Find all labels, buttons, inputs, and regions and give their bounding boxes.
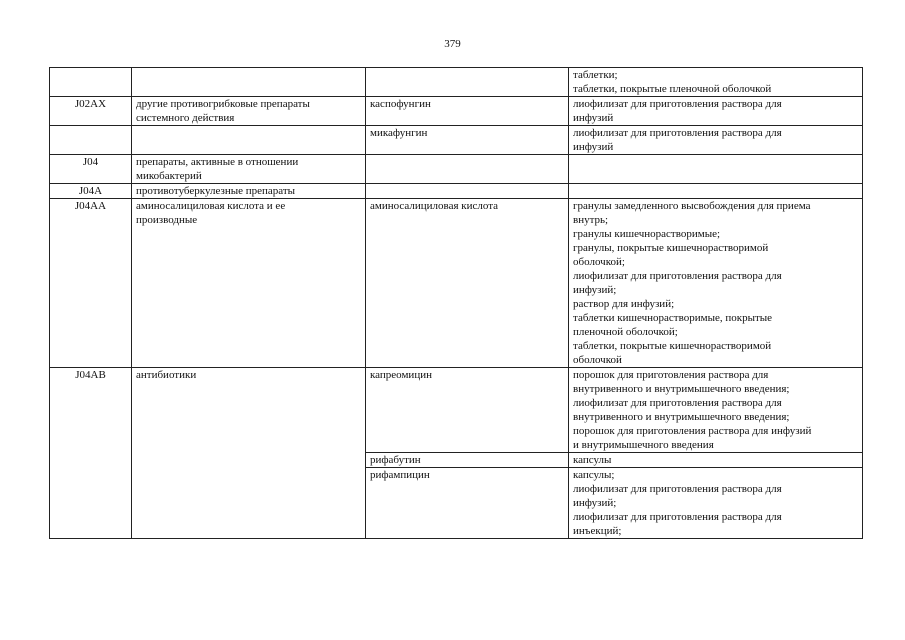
table-row — [50, 184, 863, 199]
cell-line: инфузий — [573, 112, 614, 124]
drug-name-cell: рифампицин — [366, 468, 569, 539]
atc-group-cell — [132, 199, 366, 368]
cell-line: лиофилизат для приготовления раствора для — [573, 397, 782, 409]
cell-line: гранулы, покрытые кишечнорастворимой — [573, 242, 769, 254]
atc-group-cell — [132, 97, 366, 126]
dosage-form-cell — [569, 453, 863, 468]
cell-line: противотуберкулезные препараты — [136, 185, 296, 197]
table-row — [50, 97, 863, 126]
atc-group-cell — [132, 68, 366, 97]
cell-line: другие противогрибковые препараты — [136, 98, 310, 110]
cell-line: инфузий — [573, 141, 614, 153]
cell-line: таблетки; — [573, 69, 618, 81]
cell-line: капсулы; — [573, 469, 615, 481]
cell-line: гранулы замедленного высвобождения для приема — [573, 200, 811, 212]
atc-code-cell: J04 — [50, 155, 132, 184]
cell-line: микобактерий — [136, 170, 202, 182]
cell-line: гранулы кишечнорастворимые; — [573, 228, 721, 240]
dosage-form-cell — [569, 126, 863, 155]
atc-code-cell: J02AX — [50, 97, 132, 126]
table-row — [50, 199, 863, 368]
drug-name-cell: аминосалициловая кислота — [366, 199, 569, 368]
atc-code-cell — [50, 68, 132, 97]
cell-line: инъекций; — [573, 525, 622, 537]
cell-line: внутривенного и внутримышечного введения; — [573, 383, 790, 395]
drug-name-cell: микафунгин — [366, 126, 569, 155]
atc-code-cell — [50, 126, 132, 155]
dosage-form-cell — [569, 368, 863, 453]
table-row — [50, 155, 863, 184]
atc-group-cell — [132, 184, 366, 199]
dosage-form-cell — [569, 199, 863, 368]
drug-name-cell: каспофунгин — [366, 97, 569, 126]
cell-line: внутрь; — [573, 214, 609, 226]
table-row — [50, 126, 863, 155]
cell-line: инфузий; — [573, 284, 617, 296]
cell-line: раствор для инфузий; — [573, 298, 675, 310]
cell-line: лиофилизат для приготовления раствора для — [573, 98, 782, 110]
dosage-form-cell — [569, 97, 863, 126]
dosage-form-cell — [569, 68, 863, 97]
drug-name-cell: рифабутин — [366, 453, 569, 468]
cell-line: лиофилизат для приготовления раствора для — [573, 270, 782, 282]
dosage-form-cell — [569, 468, 863, 539]
atc-group-cell — [132, 126, 366, 155]
dosage-form-cell — [569, 155, 863, 184]
drug-table — [49, 67, 863, 539]
cell-line: порошок для приготовления раствора для инфузий — [573, 425, 812, 437]
cell-line: инфузий; — [573, 497, 617, 509]
cell-line: лиофилизат для приготовления раствора для — [573, 511, 782, 523]
atc-code-cell: J04A — [50, 184, 132, 199]
cell-line: производные — [136, 214, 198, 226]
atc-code-cell: J04AA — [50, 199, 132, 368]
cell-line: лиофилизат для приготовления раствора для — [573, 483, 782, 495]
cell-line: аминосалициловая кислота и ее — [136, 200, 286, 212]
cell-line: оболочкой; — [573, 256, 625, 268]
atc-code-cell: J04AB — [50, 368, 132, 539]
drug-name-cell: капреомицин — [366, 368, 569, 453]
table-row — [50, 368, 863, 453]
cell-line: порошок для приготовления раствора для — [573, 369, 769, 381]
atc-group-cell: антибиотики — [132, 368, 366, 539]
drug-name-cell — [366, 184, 569, 199]
drug-name-cell — [366, 68, 569, 97]
cell-line: препараты, активные в отношении — [136, 156, 299, 168]
table-row — [50, 68, 863, 97]
cell-line: оболочкой — [573, 354, 622, 366]
cell-line: лиофилизат для приготовления раствора для — [573, 127, 782, 139]
cell-line: внутривенного и внутримышечного введения; — [573, 411, 790, 423]
cell-line: системного действия — [136, 112, 235, 124]
cell-line: таблетки, покрытые пленочной оболочкой — [573, 83, 772, 95]
page-number: 379 — [444, 38, 461, 50]
cell-line: таблетки, покрытые кишечнорастворимой — [573, 340, 772, 352]
cell-line: капсулы — [573, 454, 612, 466]
cell-line: пленочной оболочкой; — [573, 326, 678, 338]
cell-line: и внутримышечного введения — [573, 439, 714, 451]
drug-name-cell — [366, 155, 569, 184]
dosage-form-cell — [569, 184, 863, 199]
atc-group-cell — [132, 155, 366, 184]
cell-line: таблетки кишечнорастворимые, покрытые — [573, 312, 773, 324]
